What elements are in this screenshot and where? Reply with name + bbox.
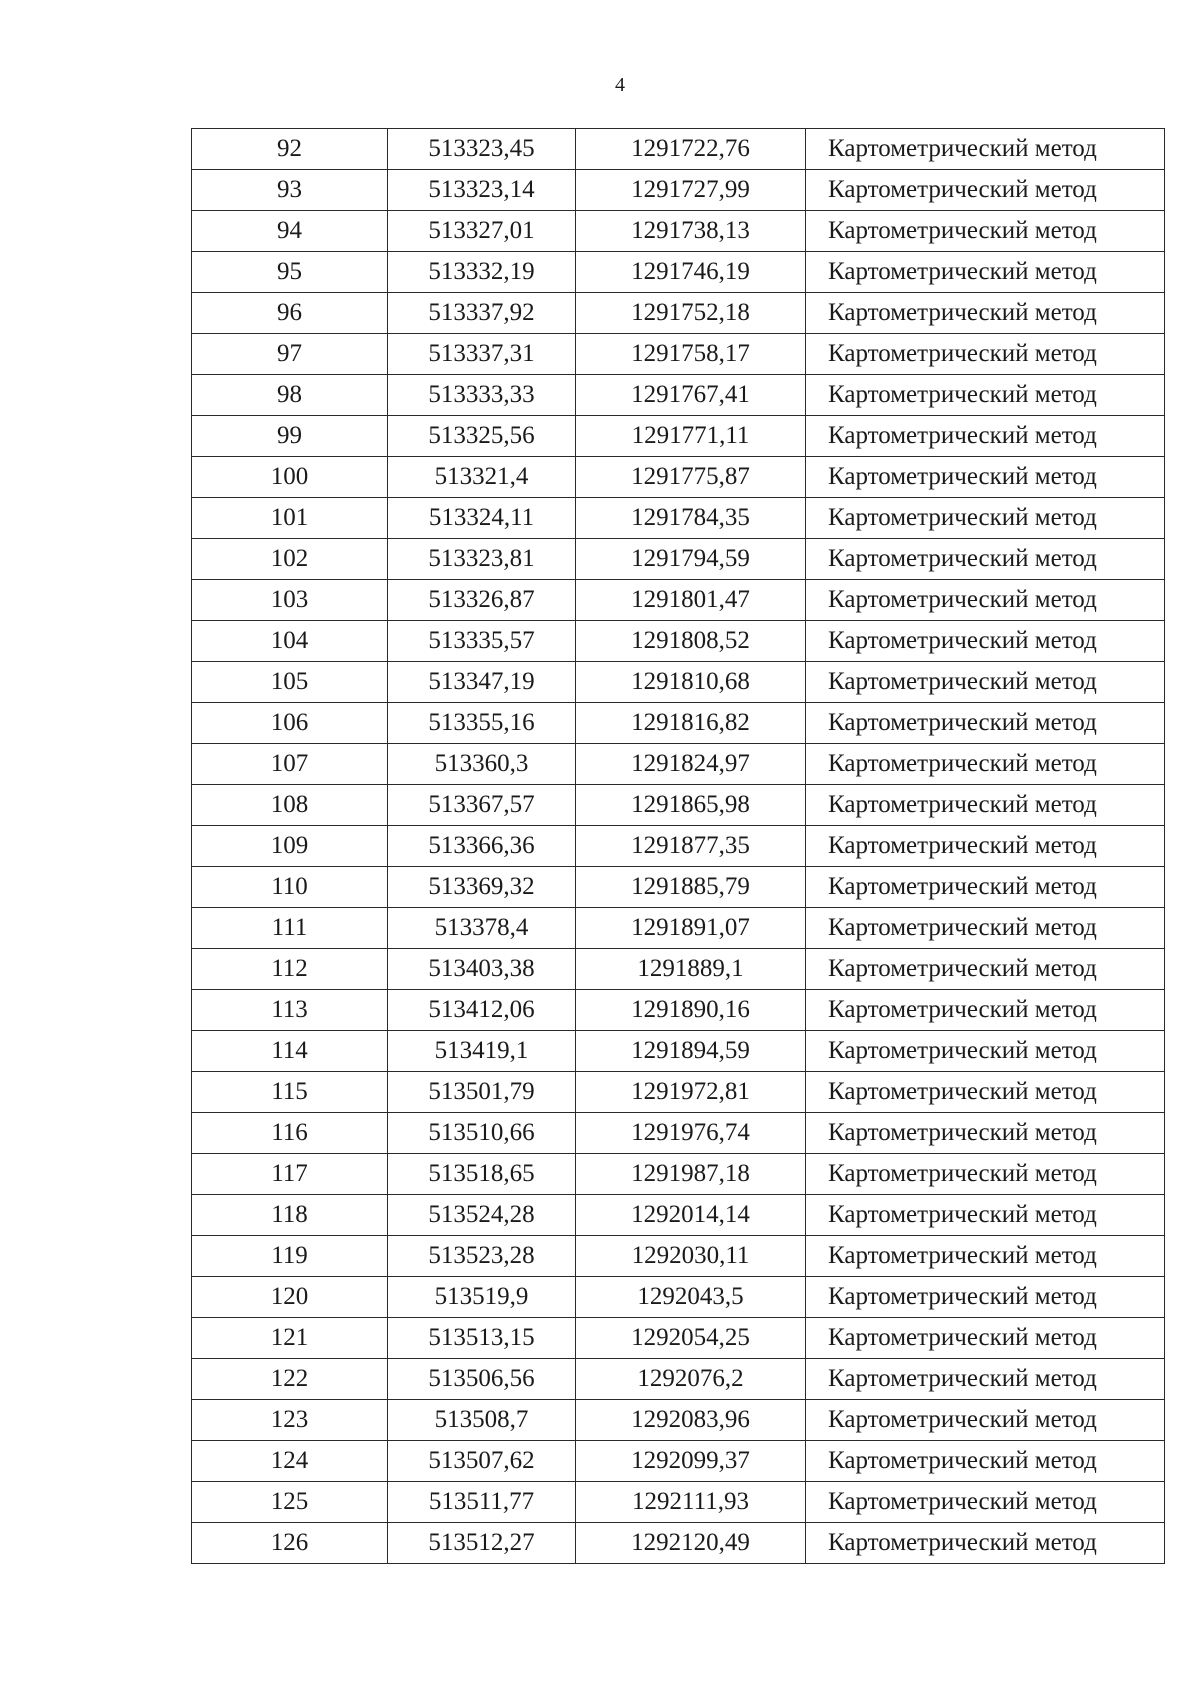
x-coordinate-cell: 513323,14 xyxy=(388,170,576,211)
y-coordinate-cell: 1291865,98 xyxy=(576,785,806,826)
table-row xyxy=(192,785,1165,826)
y-coordinate-cell: 1292043,5 xyxy=(576,1277,806,1318)
page-number: 4 xyxy=(615,74,625,96)
table-row xyxy=(192,908,1165,949)
point-number-cell: 94 xyxy=(192,211,388,252)
method-cell: Картометрический метод xyxy=(806,990,1165,1031)
point-number-cell: 107 xyxy=(192,744,388,785)
y-coordinate-cell: 1291824,97 xyxy=(576,744,806,785)
coordinates-table-body xyxy=(192,129,1165,1564)
table-row xyxy=(192,334,1165,375)
method-cell: Картометрический метод xyxy=(806,457,1165,498)
x-coordinate-cell: 513512,27 xyxy=(388,1523,576,1564)
x-coordinate-cell: 513335,57 xyxy=(388,621,576,662)
x-coordinate-cell: 513360,3 xyxy=(388,744,576,785)
y-coordinate-cell: 1291972,81 xyxy=(576,1072,806,1113)
method-cell: Картометрический метод xyxy=(806,1072,1165,1113)
method-cell: Картометрический метод xyxy=(806,1277,1165,1318)
y-coordinate-cell: 1291885,79 xyxy=(576,867,806,908)
point-number-cell: 97 xyxy=(192,334,388,375)
method-cell: Картометрический метод xyxy=(806,908,1165,949)
y-coordinate-cell: 1291816,82 xyxy=(576,703,806,744)
x-coordinate-cell: 513367,57 xyxy=(388,785,576,826)
x-coordinate-cell: 513378,4 xyxy=(388,908,576,949)
x-coordinate-cell: 513501,79 xyxy=(388,1072,576,1113)
x-coordinate-cell: 513524,28 xyxy=(388,1195,576,1236)
method-cell: Картометрический метод xyxy=(806,703,1165,744)
point-number-cell: 101 xyxy=(192,498,388,539)
y-coordinate-cell: 1291746,19 xyxy=(576,252,806,293)
table-row xyxy=(192,1318,1165,1359)
y-coordinate-cell: 1292120,49 xyxy=(576,1523,806,1564)
table-row xyxy=(192,170,1165,211)
table-row xyxy=(192,826,1165,867)
table-row xyxy=(192,580,1165,621)
method-cell: Картометрический метод xyxy=(806,1318,1165,1359)
table-row xyxy=(192,1523,1165,1564)
method-cell: Картометрический метод xyxy=(806,1441,1165,1482)
y-coordinate-cell: 1292030,11 xyxy=(576,1236,806,1277)
x-coordinate-cell: 513327,01 xyxy=(388,211,576,252)
method-cell: Картометрический метод xyxy=(806,1400,1165,1441)
table-row xyxy=(192,867,1165,908)
x-coordinate-cell: 513324,11 xyxy=(388,498,576,539)
point-number-cell: 98 xyxy=(192,375,388,416)
method-cell: Картометрический метод xyxy=(806,1482,1165,1523)
x-coordinate-cell: 513347,19 xyxy=(388,662,576,703)
method-cell: Картометрический метод xyxy=(806,1236,1165,1277)
x-coordinate-cell: 513323,45 xyxy=(388,129,576,170)
method-cell: Картометрический метод xyxy=(806,621,1165,662)
point-number-cell: 93 xyxy=(192,170,388,211)
table-row xyxy=(192,252,1165,293)
method-cell: Картометрический метод xyxy=(806,1523,1165,1564)
table-row xyxy=(192,1277,1165,1318)
y-coordinate-cell: 1291877,35 xyxy=(576,826,806,867)
method-cell: Картометрический метод xyxy=(806,129,1165,170)
point-number-cell: 124 xyxy=(192,1441,388,1482)
y-coordinate-cell: 1291889,1 xyxy=(576,949,806,990)
y-coordinate-cell: 1291894,59 xyxy=(576,1031,806,1072)
y-coordinate-cell: 1292111,93 xyxy=(576,1482,806,1523)
point-number-cell: 125 xyxy=(192,1482,388,1523)
method-cell: Картометрический метод xyxy=(806,826,1165,867)
table-row xyxy=(192,211,1165,252)
point-number-cell: 99 xyxy=(192,416,388,457)
point-number-cell: 108 xyxy=(192,785,388,826)
x-coordinate-cell: 513323,81 xyxy=(388,539,576,580)
x-coordinate-cell: 513332,19 xyxy=(388,252,576,293)
x-coordinate-cell: 513355,16 xyxy=(388,703,576,744)
table-row xyxy=(192,1441,1165,1482)
y-coordinate-cell: 1291808,52 xyxy=(576,621,806,662)
x-coordinate-cell: 513523,28 xyxy=(388,1236,576,1277)
point-number-cell: 119 xyxy=(192,1236,388,1277)
x-coordinate-cell: 513337,31 xyxy=(388,334,576,375)
y-coordinate-cell: 1291890,16 xyxy=(576,990,806,1031)
y-coordinate-cell: 1291891,07 xyxy=(576,908,806,949)
method-cell: Картометрический метод xyxy=(806,580,1165,621)
y-coordinate-cell: 1292099,37 xyxy=(576,1441,806,1482)
y-coordinate-cell: 1291767,41 xyxy=(576,375,806,416)
y-coordinate-cell: 1291727,99 xyxy=(576,170,806,211)
table-row xyxy=(192,1072,1165,1113)
table-row xyxy=(192,1195,1165,1236)
table-row xyxy=(192,293,1165,334)
table-row xyxy=(192,949,1165,990)
y-coordinate-cell: 1292054,25 xyxy=(576,1318,806,1359)
x-coordinate-cell: 513333,33 xyxy=(388,375,576,416)
table-row xyxy=(192,1113,1165,1154)
point-number-cell: 116 xyxy=(192,1113,388,1154)
point-number-cell: 109 xyxy=(192,826,388,867)
method-cell: Картометрический метод xyxy=(806,867,1165,908)
table-row xyxy=(192,457,1165,498)
point-number-cell: 110 xyxy=(192,867,388,908)
x-coordinate-cell: 513412,06 xyxy=(388,990,576,1031)
x-coordinate-cell: 513325,56 xyxy=(388,416,576,457)
point-number-cell: 121 xyxy=(192,1318,388,1359)
point-number-cell: 96 xyxy=(192,293,388,334)
y-coordinate-cell: 1291794,59 xyxy=(576,539,806,580)
table-row xyxy=(192,498,1165,539)
table-row xyxy=(192,416,1165,457)
method-cell: Картометрический метод xyxy=(806,949,1165,990)
method-cell: Картометрический метод xyxy=(806,375,1165,416)
y-coordinate-cell: 1291752,18 xyxy=(576,293,806,334)
y-coordinate-cell: 1291810,68 xyxy=(576,662,806,703)
x-coordinate-cell: 513321,4 xyxy=(388,457,576,498)
point-number-cell: 105 xyxy=(192,662,388,703)
point-number-cell: 118 xyxy=(192,1195,388,1236)
method-cell: Картометрический метод xyxy=(806,416,1165,457)
y-coordinate-cell: 1291784,35 xyxy=(576,498,806,539)
point-number-cell: 120 xyxy=(192,1277,388,1318)
x-coordinate-cell: 513507,62 xyxy=(388,1441,576,1482)
x-coordinate-cell: 513511,77 xyxy=(388,1482,576,1523)
x-coordinate-cell: 513519,9 xyxy=(388,1277,576,1318)
x-coordinate-cell: 513419,1 xyxy=(388,1031,576,1072)
table-row xyxy=(192,1236,1165,1277)
x-coordinate-cell: 513518,65 xyxy=(388,1154,576,1195)
method-cell: Картометрический метод xyxy=(806,170,1165,211)
point-number-cell: 115 xyxy=(192,1072,388,1113)
point-number-cell: 100 xyxy=(192,457,388,498)
y-coordinate-cell: 1291801,47 xyxy=(576,580,806,621)
y-coordinate-cell: 1292083,96 xyxy=(576,1400,806,1441)
x-coordinate-cell: 513508,7 xyxy=(388,1400,576,1441)
x-coordinate-cell: 513369,32 xyxy=(388,867,576,908)
point-number-cell: 111 xyxy=(192,908,388,949)
table-row xyxy=(192,1154,1165,1195)
x-coordinate-cell: 513337,92 xyxy=(388,293,576,334)
y-coordinate-cell: 1291758,17 xyxy=(576,334,806,375)
x-coordinate-cell: 513326,87 xyxy=(388,580,576,621)
method-cell: Картометрический метод xyxy=(806,1031,1165,1072)
y-coordinate-cell: 1291775,87 xyxy=(576,457,806,498)
method-cell: Картометрический метод xyxy=(806,498,1165,539)
table-row xyxy=(192,539,1165,580)
table-row xyxy=(192,1031,1165,1072)
table-row xyxy=(192,621,1165,662)
point-number-cell: 113 xyxy=(192,990,388,1031)
y-coordinate-cell: 1291987,18 xyxy=(576,1154,806,1195)
method-cell: Картометрический метод xyxy=(806,252,1165,293)
method-cell: Картометрический метод xyxy=(806,1359,1165,1400)
point-number-cell: 114 xyxy=(192,1031,388,1072)
method-cell: Картометрический метод xyxy=(806,211,1165,252)
table-row xyxy=(192,744,1165,785)
y-coordinate-cell: 1291771,11 xyxy=(576,416,806,457)
x-coordinate-cell: 513510,66 xyxy=(388,1113,576,1154)
method-cell: Картометрический метод xyxy=(806,662,1165,703)
point-number-cell: 123 xyxy=(192,1400,388,1441)
point-number-cell: 117 xyxy=(192,1154,388,1195)
y-coordinate-cell: 1291976,74 xyxy=(576,1113,806,1154)
table-row xyxy=(192,1400,1165,1441)
x-coordinate-cell: 513403,38 xyxy=(388,949,576,990)
point-number-cell: 112 xyxy=(192,949,388,990)
y-coordinate-cell: 1292014,14 xyxy=(576,1195,806,1236)
table-row xyxy=(192,375,1165,416)
table-row xyxy=(192,129,1165,170)
method-cell: Картометрический метод xyxy=(806,1154,1165,1195)
point-number-cell: 92 xyxy=(192,129,388,170)
table-row xyxy=(192,703,1165,744)
y-coordinate-cell: 1291722,76 xyxy=(576,129,806,170)
point-number-cell: 126 xyxy=(192,1523,388,1564)
table-row xyxy=(192,662,1165,703)
method-cell: Картометрический метод xyxy=(806,334,1165,375)
table-row xyxy=(192,1359,1165,1400)
method-cell: Картометрический метод xyxy=(806,1195,1165,1236)
y-coordinate-cell: 1291738,13 xyxy=(576,211,806,252)
table-row xyxy=(192,1482,1165,1523)
point-number-cell: 103 xyxy=(192,580,388,621)
point-number-cell: 106 xyxy=(192,703,388,744)
point-number-cell: 122 xyxy=(192,1359,388,1400)
x-coordinate-cell: 513506,56 xyxy=(388,1359,576,1400)
method-cell: Картометрический метод xyxy=(806,744,1165,785)
method-cell: Картометрический метод xyxy=(806,539,1165,580)
point-number-cell: 95 xyxy=(192,252,388,293)
method-cell: Картометрический метод xyxy=(806,785,1165,826)
y-coordinate-cell: 1292076,2 xyxy=(576,1359,806,1400)
method-cell: Картометрический метод xyxy=(806,1113,1165,1154)
method-cell: Картометрический метод xyxy=(806,293,1165,334)
x-coordinate-cell: 513513,15 xyxy=(388,1318,576,1359)
point-number-cell: 104 xyxy=(192,621,388,662)
table-row xyxy=(192,990,1165,1031)
x-coordinate-cell: 513366,36 xyxy=(388,826,576,867)
coordinates-table xyxy=(191,128,1165,1564)
point-number-cell: 102 xyxy=(192,539,388,580)
